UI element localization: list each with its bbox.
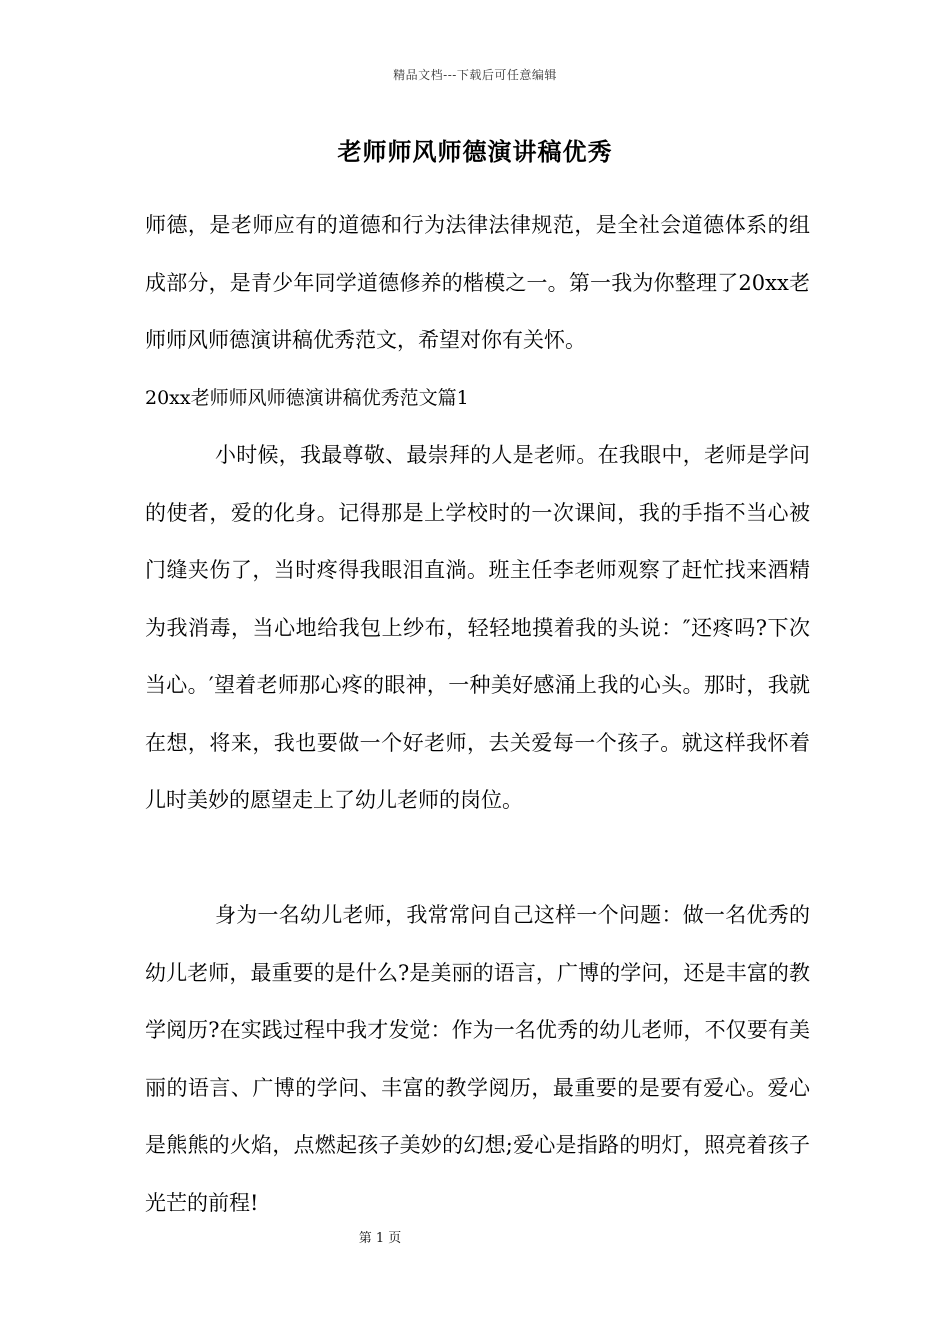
paragraph-spacer xyxy=(145,830,810,888)
body-paragraph-2: 身为一名幼儿老师，我常常问自己这样一个问题：做一名优秀的幼儿老师，最重要的是什么?是美丽的语言，广博的学问，还是丰富的教学阅历?在实践过程中我才发觉：作为一名优秀的幼儿老师，不仅要有美丽的语言、广博的学问、丰富的教学阅历，最重要的是要有爱心。爱心是熊熊的火焰，点燃起孩子美妙的幻想;爱心是指路的明灯，照亮着孩子光芒的前程! xyxy=(145,903,810,1215)
page-number: 第 1 页 xyxy=(358,1231,402,1246)
body-paragraph-1: 小时候，我最尊敬、最崇拜的人是老师。在我眼中，老师是学问的使者，爱的化身。记得那是上学校时的一次课间，我的手指不当心被门缝夹伤了，当时疼得我眼泪直淌。班主任李老师观察了赶忙找来酒精为我消毒，当心地给我包上纱布，轻轻地摸着我的头说：″还疼吗?下次当心。′望着老师那心疼的眼神，一种美好感涌上我的心头。那时，我就在想，将来，我也要做一个好老师，去关爱每一个孩子。就这样我怀着儿时美妙的愿望走上了幼儿老师的岗位。 xyxy=(145,443,810,812)
section-heading: 20xx老师师风师德演讲稿优秀范文篇1 xyxy=(145,386,469,409)
intro-paragraph: 师德，是老师应有的道德和行为法律法律规范，是全社会道德体系的组成部分，是青少年同学道德修养的楷模之一。第一我为你整理了20xx老师师风师德演讲稿优秀范文，希望对你有关怀。 xyxy=(145,213,810,352)
document-header-note: 精品文档---下载后可任意编辑 xyxy=(393,68,557,82)
document-title: 老师师风师德演讲稿优秀 xyxy=(337,137,613,166)
document-body xyxy=(145,197,810,1232)
